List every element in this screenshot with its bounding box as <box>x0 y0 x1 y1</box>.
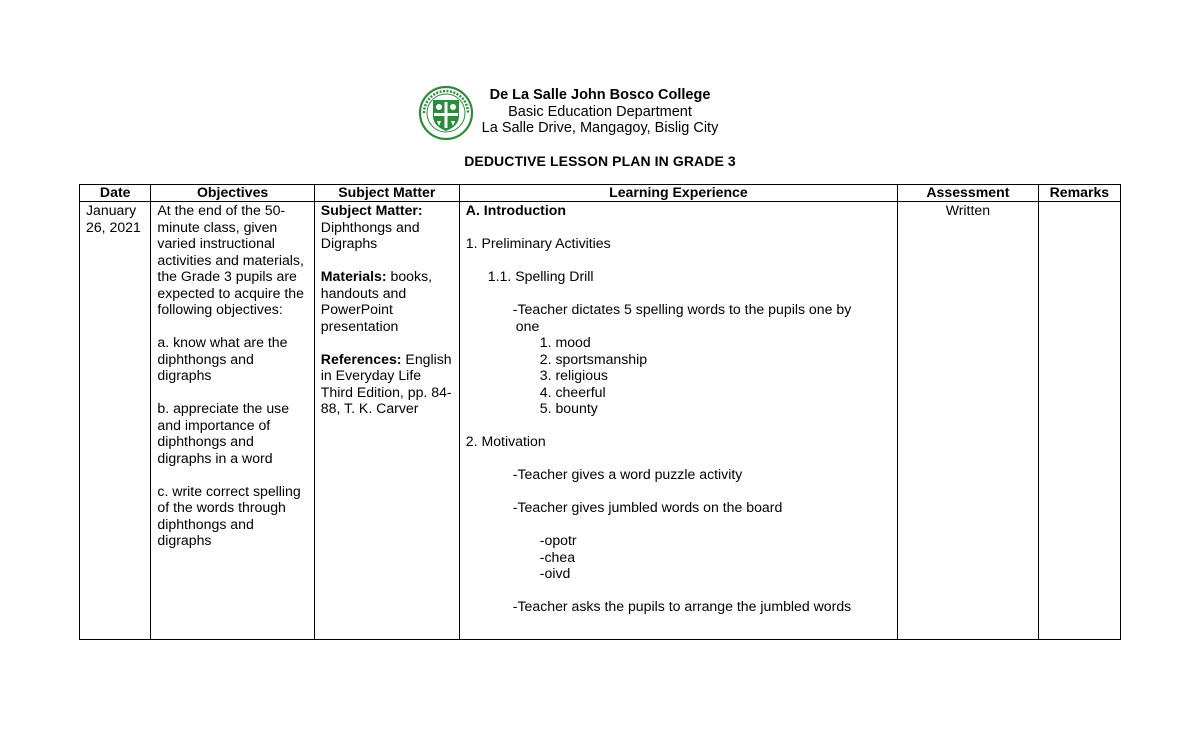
objective-a-line: digraphs <box>157 367 212 383</box>
spelling-word: 1. mood <box>539 334 591 350</box>
college-name: De La Salle John Bosco College <box>489 87 711 103</box>
spacer <box>157 384 307 401</box>
objective-c-line: of the words through <box>157 499 286 515</box>
spelling-word: 2. sportsmanship <box>539 350 648 367</box>
spacer <box>157 318 307 335</box>
document-header <box>0 84 1200 144</box>
spacer <box>466 252 891 269</box>
objectives-line: expected to acquire the <box>157 284 304 301</box>
objective-b-line: digraphs in a word <box>157 449 273 466</box>
header-learning-experience: Learning Experience <box>459 185 897 202</box>
objectives-line: the Grade 3 pupils are <box>157 268 297 284</box>
header-objectives: Objectives <box>151 185 314 202</box>
materials-value: presentation <box>320 317 399 334</box>
spelling-drill: 1.1. Spelling Drill <box>487 268 594 284</box>
spacer <box>321 334 453 351</box>
lesson-plan-table <box>79 184 1121 640</box>
header-remarks: Remarks <box>1038 185 1120 202</box>
references-line <box>321 351 453 368</box>
subject-matter-value: Digraphs <box>320 235 378 251</box>
references-value: Third Edition, pp. 84- <box>320 383 452 400</box>
jumbled-word: -oivd <box>539 565 571 581</box>
objective-a-line: a. know what are the <box>157 334 288 350</box>
spacer <box>157 466 307 483</box>
date-line: January <box>86 202 137 218</box>
learning-experience-cell <box>459 202 897 640</box>
motivation: 2. Motivation <box>465 433 546 449</box>
objectives-line: activities and materials, <box>157 251 304 268</box>
materials-value: PowerPoint <box>320 301 393 317</box>
table-row <box>80 202 1121 640</box>
subject-matter-cell <box>314 202 459 640</box>
subject-matter-label: Subject Matter: <box>320 202 423 218</box>
remarks-cell <box>1038 202 1120 640</box>
materials-line <box>321 268 453 285</box>
references-value: in Everyday Life <box>320 367 422 383</box>
objective-b-line: and importance of <box>157 416 271 433</box>
dictate-instruction: one <box>515 317 540 334</box>
header-subject-matter: Subject Matter <box>314 185 459 202</box>
objective-c-line: digraphs <box>157 532 212 548</box>
jumbled-word: -chea <box>539 548 576 565</box>
objectives-line: At the end of the 50- <box>157 202 286 218</box>
arrange-instruction: -Teacher asks the pupils to arrange the jumbled words <box>512 598 852 614</box>
objective-b-line: b. appreciate the use <box>157 400 290 416</box>
spacer <box>466 450 891 467</box>
materials-value: books, <box>386 268 433 284</box>
preliminary-activities: 1. Preliminary Activities <box>465 235 611 251</box>
college-heading <box>400 87 800 137</box>
spacer <box>466 582 891 599</box>
assessment-value: Written <box>945 202 991 218</box>
section-introduction: A. Introduction <box>465 202 567 218</box>
references-label: References: <box>320 350 402 367</box>
spacer <box>466 516 891 533</box>
jumbled-words-instruction: -Teacher gives jumbled words on the board <box>512 499 783 515</box>
spacer <box>466 483 891 500</box>
date-cell <box>80 202 151 640</box>
assessment-cell <box>898 202 1039 640</box>
spacer <box>321 252 453 269</box>
objective-b-line: diphthongs and <box>157 433 254 449</box>
date-line: 26, 2021 <box>86 218 141 235</box>
spacer <box>466 219 891 236</box>
objectives-cell <box>151 202 314 640</box>
objectives-line: varied instructional <box>157 235 275 251</box>
header-assessment: Assessment <box>898 185 1039 202</box>
college-address: La Salle Drive, Mangagoy, Bislig City <box>481 120 719 136</box>
materials-label: Materials: <box>320 268 387 284</box>
objectives-line: minute class, given <box>157 218 278 235</box>
references-value: 88, T. K. Carver <box>320 400 419 416</box>
table-header-row <box>80 185 1121 202</box>
materials-value: handouts and <box>320 284 407 301</box>
spacer <box>466 417 891 434</box>
objective-c-line: c. write correct spelling <box>157 482 301 499</box>
objective-c-line: diphthongs and <box>157 515 254 532</box>
spelling-word: 3. religious <box>539 367 608 383</box>
jumbled-word: -opotr <box>539 532 577 548</box>
subject-matter-value: Diphthongs and <box>320 218 420 235</box>
spacer <box>466 285 891 302</box>
objectives-line: following objectives: <box>157 301 283 317</box>
objective-a-line: diphthongs and <box>157 350 254 367</box>
spelling-word: 5. bounty <box>539 400 598 416</box>
references-value: English <box>401 350 452 367</box>
lesson-plan-title: DEDUCTIVE LESSON PLAN IN GRADE 3 <box>464 153 736 169</box>
puzzle-activity: -Teacher gives a word puzzle activity <box>512 466 743 482</box>
spelling-word: 4. cheerful <box>539 383 606 400</box>
header-date: Date <box>80 185 151 202</box>
dictate-instruction: -Teacher dictates 5 spelling words to the pupils one by <box>512 301 852 317</box>
department-name: Basic Education Department <box>508 103 692 120</box>
